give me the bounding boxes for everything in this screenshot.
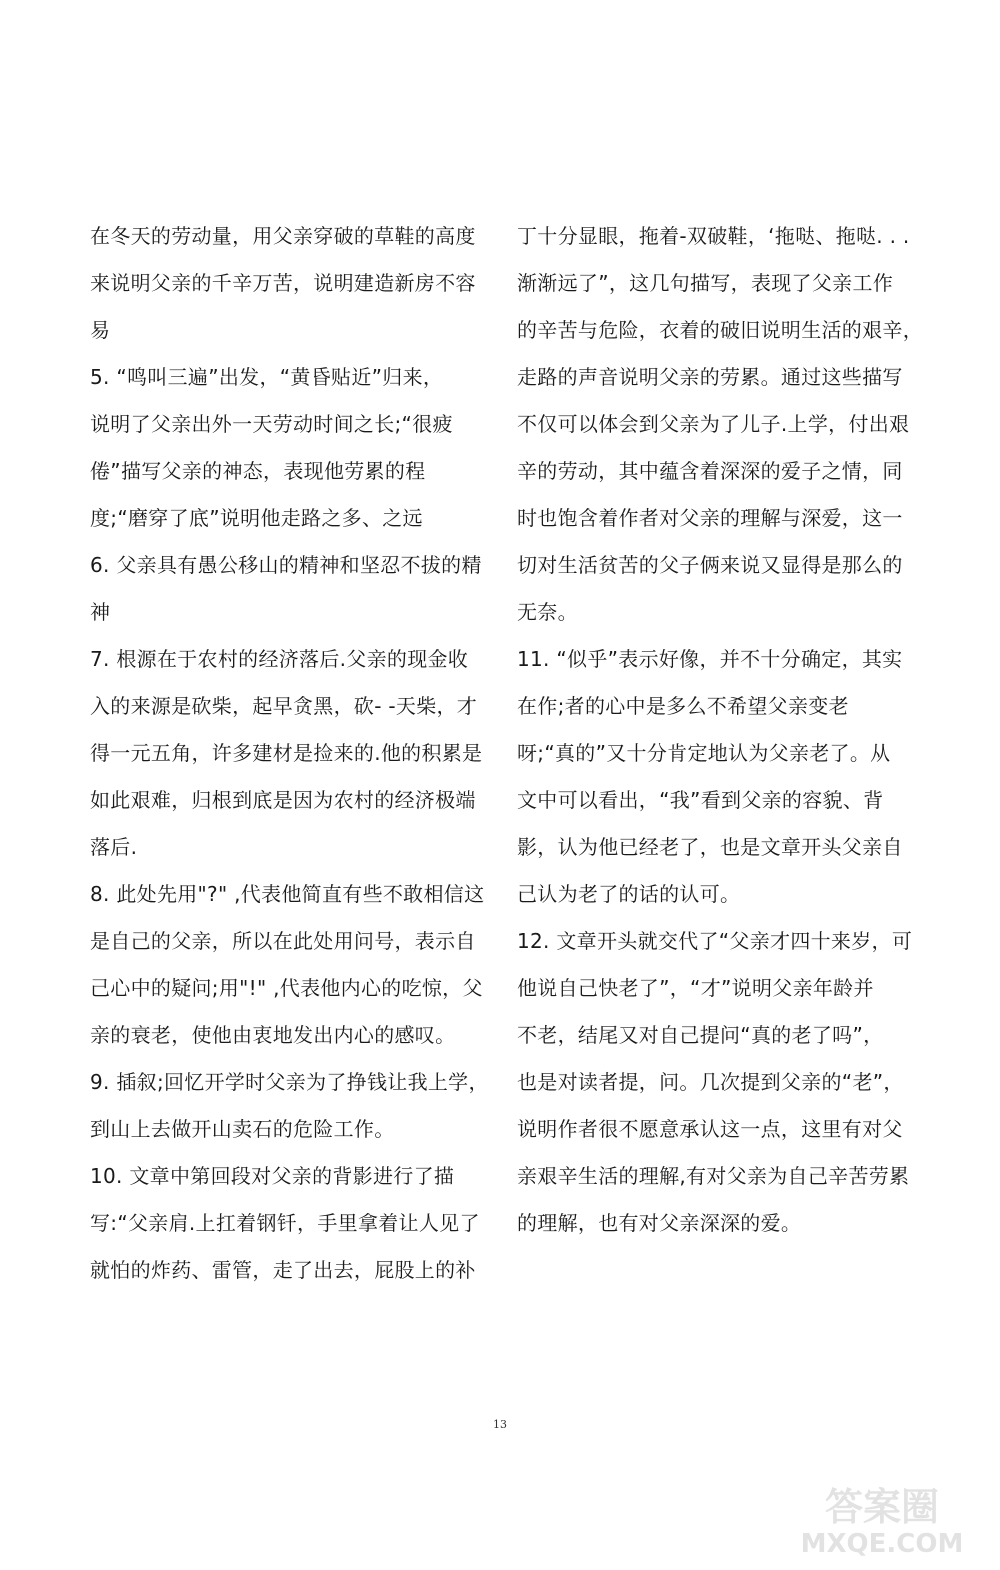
page-number: 13 (493, 1418, 507, 1431)
text-line: 在冬天的劳动量，用父亲穿破的草鞋的高度 (90, 224, 476, 248)
text-line: 7. 根源在于农村的经济落后.父亲的现金收 (90, 647, 469, 671)
text-line: 度;“磨穿了底”说明他走路之多、之远 (90, 506, 423, 530)
text-line: 6. 父亲具有愚公移山的精神和坚忍不拔的精 (90, 553, 482, 577)
text-line: 无奈。 (517, 600, 578, 624)
text-line: 他说自己快老了”，“才”说明父亲年龄并 (517, 976, 874, 1000)
text-line: 说明作者很不愿意承认这一点，这里有对父 (517, 1117, 903, 1141)
text-line: 到山上去做开山卖石的危险工作。 (90, 1117, 395, 1141)
text-line: 的辛苦与危险，衣着的破旧说明生活的艰辛， (517, 318, 923, 342)
text-line: 落后. (90, 835, 138, 859)
text-line: 写:“父亲肩.上扛着钢钎，手里拿着让人见了 (90, 1211, 480, 1235)
text-line: 影，认为他已经老了，也是文章开头父亲自 (517, 835, 903, 859)
text-line: 10. 文章中第回段对父亲的背影进行了描 (90, 1164, 455, 1188)
text-line: 时也饱含着作者对父亲的理解与深爱，这一 (517, 506, 903, 530)
text-line: 的理解，也有对父亲深深的爱。 (517, 1211, 802, 1235)
text-line: 己心中的疑问;用"!" ,代表他内心的吃惊，父 (90, 976, 483, 1000)
text-line: 如此艰难，归根到底是因为农村的经济极端 (90, 788, 476, 812)
text-line: 亲的衰老，使他由衷地发出内心的感叹。 (90, 1023, 456, 1047)
text-line: 来说明父亲的千辛万苦，说明建造新房不容 (90, 271, 476, 295)
watermark-logo (782, 1478, 982, 1558)
text-line: 呀;“真的”又十分肯定地认为父亲老了。从 (517, 741, 891, 765)
text-line: 易 (90, 318, 111, 342)
text-line: 亲艰辛生活的理解,有对父亲为自己辛苦劳累 (517, 1164, 910, 1188)
text-line: 走路的声音说明父亲的劳累。通过这些描写 (517, 365, 903, 389)
watermark-en-text: MXQE.COM (800, 1529, 964, 1558)
text-line: 丁十分显眼，拖着-双破鞋，‘拖哒、拖哒. . . (517, 224, 910, 248)
text-line: 己认为老了的话的认可。 (517, 882, 741, 906)
right-text-column (517, 213, 923, 1247)
text-line: 辛的劳动，其中蕴含着深深的爱子之情，同 (517, 459, 903, 483)
text-line: 8. 此处先用"?" ,代表他简直有些不敢相信这 (90, 882, 485, 906)
text-line: 12. 文章开头就交代了“父亲才四十来岁，可 (517, 929, 913, 953)
text-line: 5. “鸣叫三遍”出发，“黄昏贴近”归来， (90, 365, 444, 389)
text-line: 11. “似乎”表示好像，并不十分确定，其实 (517, 647, 903, 671)
text-line: 切对生活贫苦的父子俩来说又显得是那么的 (517, 553, 903, 577)
text-line: 倦”描写父亲的神态，表现他劳累的程 (90, 459, 426, 483)
text-line: 神 (90, 600, 111, 624)
text-line: 在作;者的心中是多么不希望父亲变老 (517, 694, 849, 718)
text-line: 是自己的父亲，所以在此处用问号，表示自 (90, 929, 476, 953)
watermark-cn-text: 答案圈 (824, 1485, 940, 1529)
text-line: 文中可以看出，“我”看到父亲的容貌、背 (517, 788, 884, 812)
text-line: 不老，结尾又对自己提问“真的老了吗”， (517, 1023, 884, 1047)
text-line: 渐渐远了”，这几句描写，表现了父亲工作 (517, 271, 894, 295)
text-line: 得一元五角，许多建材是捡来的.他的积累是 (90, 741, 483, 765)
text-line: 就怕的炸药、雷管，走了出去，屁股上的补 (90, 1258, 476, 1282)
text-line: 不仅可以体会到父亲为了儿子.上学，付出艰 (517, 412, 910, 436)
text-line: 也是对读者提，问。几次提到父亲的“老”， (517, 1070, 904, 1094)
text-line: 说明了父亲出外一天劳动时间之长;“很疲 (90, 412, 453, 436)
text-line: 9. 插叙;回忆开学时父亲为了挣钱让我上学， (90, 1070, 489, 1094)
text-line: 入的来源是砍柴，起早贪黑，砍- -天柴，才 (90, 694, 478, 718)
left-text-column (90, 213, 490, 1294)
